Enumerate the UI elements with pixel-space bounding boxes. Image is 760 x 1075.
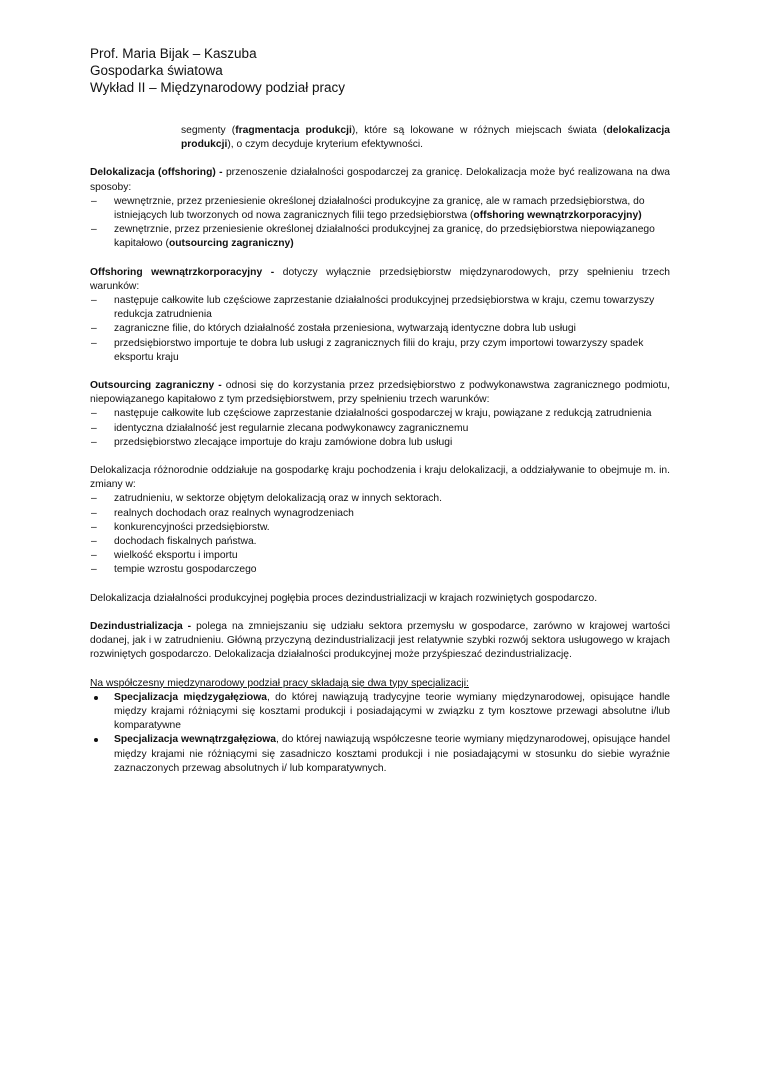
offshoring-list xyxy=(90,294,670,365)
offshoring-text: dotyczy wyłącznie przedsiębiorstw międzynarodowych, przy spełnieniu trzech warunków: xyxy=(90,266,670,292)
delokalizacja-list xyxy=(90,195,670,252)
specialization-list xyxy=(90,691,670,776)
impact-list xyxy=(90,492,670,577)
list-item: – następuje całkowite lub częściowe zaprzestanie działalności gospodarczej w kraju, powiązane z redukcją zatrudnienia xyxy=(90,407,670,421)
item-bold: Specjalizacja wewnątrzgałęziowa xyxy=(114,734,277,746)
item-bold: offshoring wewnątrzkorporacyjny) xyxy=(473,210,642,222)
outsourcing-term: Outsourcing zagraniczny - xyxy=(90,380,222,392)
specialization-heading xyxy=(90,677,670,691)
intro-paragraph xyxy=(90,124,670,152)
list-item: – zagraniczne filie, do których działalność została przeniesiona, wytwarzają identyczne dobra lub usługi xyxy=(90,322,670,336)
impact-paragraph: Delokalizacja różnorodnie oddziałuje na gospodarkę kraju pochodzenia i kraju delokalizacji, a oddziaływanie to obejmuje m. in. zmiany w: xyxy=(90,465,670,491)
item-text: , do której nawiązują współczesne teorie wymiany międzynarodowej, opisujące handel między krajami nie różniącymi się zasadniczo kosztami produkcji i nie posiadającymi w stosunku do siebie wyraźnie zaznaczonych przewag absolutnych i/ lub komparatywnych. xyxy=(114,734,670,774)
document-body xyxy=(90,124,670,776)
intro-text-3: ), o czym decyduje kryterium efektywności. xyxy=(227,139,424,151)
specialization-heading-text: Na współczesny międzynarodowy podział pracy składają się dwa typy specjalizacji: xyxy=(90,677,469,689)
intro-bold-1: fragmentacja produkcji xyxy=(235,125,352,136)
lecture-line: Wykład II – Międzynarodowy podział pracy xyxy=(90,80,345,95)
list-item: – tempie wzrostu gospodarczego xyxy=(90,563,670,577)
outsourcing-text: odnosi się do korzystania przez przedsiębiorstwo z podwykonawstwa zagranicznego podmiotu, niepowiązanego kapitałowo z tym przedsiębiorstwem, przy spełnieniu trzech warunków: xyxy=(90,380,670,406)
list-item xyxy=(90,691,670,734)
delokalizacja-term: Delokalizacja (offshoring) - xyxy=(90,167,223,179)
offshoring-definition xyxy=(90,266,670,294)
list-item: – następuje całkowite lub częściowe zaprzestanie działalności produkcyjnej przedsiębiorstwa w kraju, czemu towarzyszy redukcja zatrudnienia xyxy=(90,294,670,322)
list-item: – przedsiębiorstwo importuje te dobra lub usługi z zagranicznych filii do kraju, przy czym importowi towarzyszy spadek eksportu kraju xyxy=(90,337,670,365)
list-item: – dochodach fiskalnych państwa. xyxy=(90,535,670,549)
item-bold: Specjalizacja międzygałęziowa xyxy=(114,691,267,703)
offshoring-term: Offshoring wewnątrzkorporacyjny - xyxy=(90,266,275,278)
item-bold: outsourcing zagraniczny) xyxy=(168,238,294,250)
list-item: – wielkość eksportu i importu xyxy=(90,549,670,563)
item-text: wewnętrznie, przez przeniesienie określonej działalności produkcyjne za granicę, ale w ramach przedsiębiorstwa, do istniejących lub tworzonych od nowa zagranicznych filii tego przedsiębiorstwa ( xyxy=(114,195,645,222)
list-item: – konkurencyjności przedsiębiorstw. xyxy=(90,521,670,535)
page-header xyxy=(90,45,690,96)
list-item: – przedsiębiorstwo zlecające importuje do kraju zamówione dobra lub usługi xyxy=(90,436,670,450)
item-text: zewnętrznie, przez przeniesienie określonej działalności produkcyjnej za granicę, do przedsiębiorstwa niepowiązanego kapitałowo ( xyxy=(114,224,655,250)
outsourcing-list xyxy=(90,407,670,450)
delokalizacja-text: przenoszenie działalności gospodarczej za granicę. Delokalizacja może być realizowana na dwa sposoby: xyxy=(90,167,670,193)
list-item xyxy=(90,195,670,223)
list-item xyxy=(90,733,670,776)
intro-text-2: ), które są lokowane w różnych miejscach świata ( xyxy=(351,125,607,136)
dezindustrializacja-definition xyxy=(90,620,670,663)
delokalizacja-definition xyxy=(90,166,670,194)
list-item: – realnych dochodach oraz realnych wynagrodzeniach xyxy=(90,507,670,521)
deindustrialization-intro: Delokalizacja działalności produkcyjnej pogłębia proces dezindustrializacji w krajach rozwiniętych gospodarczo. xyxy=(90,592,598,604)
course-line: Gospodarka światowa xyxy=(90,63,223,78)
intro-bold-2: delokalizacja produkcji xyxy=(181,125,671,151)
author-line: Prof. Maria Bijak – Kaszuba xyxy=(90,46,257,61)
dezindustrializacja-term: Dezindustrializacja - xyxy=(90,620,192,632)
dezindustrializacja-text: polega na zmniejszaniu się udziału sektora przemysłu w gospodarce, zarówno w krajowej wartości dodanej, jak i w zatrudnieniu. Główną przyczyną dezindustrializacji jest relatywnie szybki rozwój sektora usługowego w krajach rozwiniętych gospodarczo. Delokalizacja działalności produkcyjnej może przyśpieszać dezindustrializację. xyxy=(90,620,671,661)
intro-text-1: segmenty ( xyxy=(181,125,236,136)
outsourcing-definition xyxy=(90,379,670,407)
list-item: – zatrudnieniu, w sektorze objętym delokalizacją oraz w innych sektorach. xyxy=(90,492,670,506)
list-item xyxy=(90,223,670,251)
list-item: – identyczna działalność jest regularnie zlecana podwykonawcy zagranicznemu xyxy=(90,422,670,436)
item-text: , do której nawiązują tradycyjne teorie wymiany międzynarodowej, opisujące handle między krajami różniącymi się kosztami produkcji i posiadającymi w związku z tym kosztowe przewagi absolutne i/lub komparatywne xyxy=(114,691,670,732)
